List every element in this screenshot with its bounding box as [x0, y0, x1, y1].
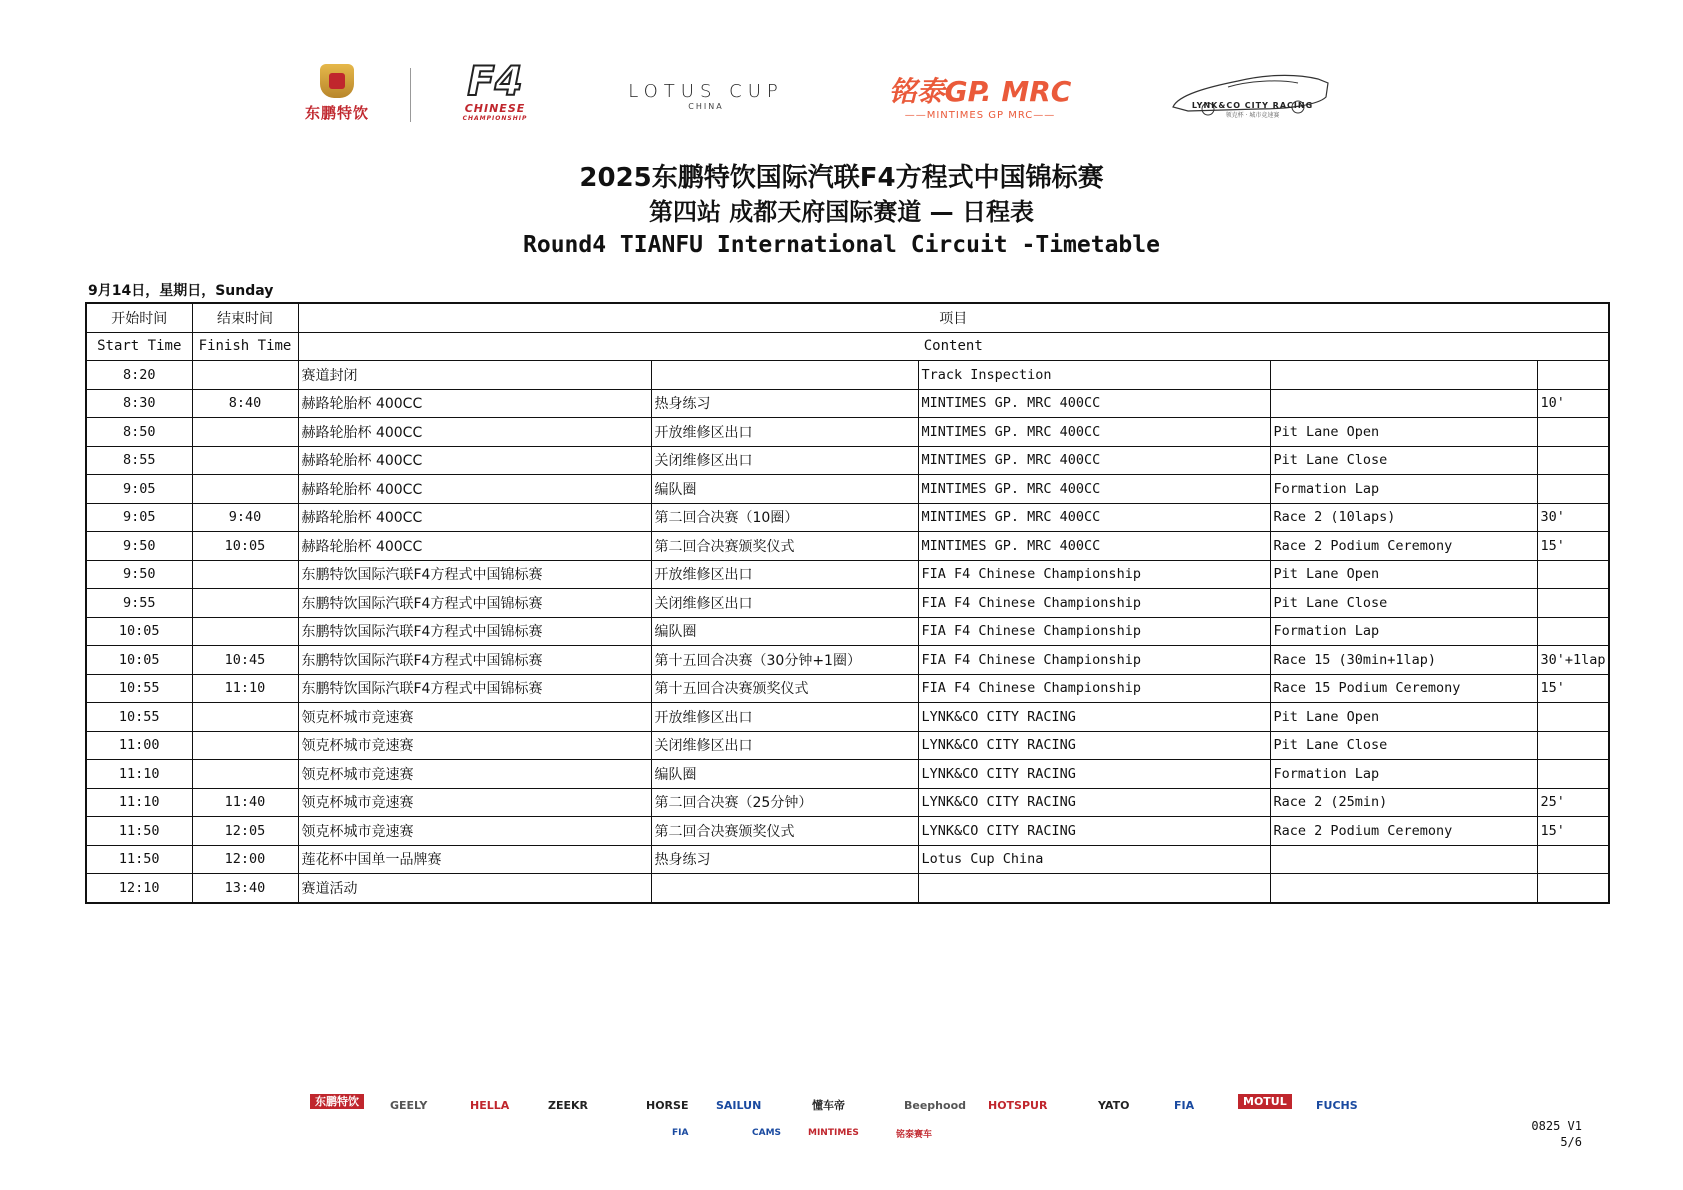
event-cn-cell: 开放维修区出口: [651, 703, 918, 732]
event-en-cell: Race 2 Podium Ceremony: [1270, 817, 1537, 846]
series-cn-cell: 赛道活动: [298, 874, 651, 903]
title-line-3: Round4 TIANFU International Circuit -Timetable: [523, 232, 1160, 258]
series-cn-cell: 赫路轮胎杯 400CC: [298, 503, 651, 532]
table-row: [86, 389, 1609, 418]
finish-time-cell: 9:40: [192, 503, 298, 532]
event-en-cell: Pit Lane Open: [1270, 703, 1537, 732]
series-cn-cell: 领克杯城市竞速赛: [298, 760, 651, 789]
event-en-cell: Formation Lap: [1270, 617, 1537, 646]
event-en-cell: Race 2 (25min): [1270, 788, 1537, 817]
start-time-cell: 8:50: [86, 418, 192, 447]
finish-time-cell: [192, 418, 298, 447]
finish-time-cell: [192, 560, 298, 589]
series-cn-cell: 领克杯城市竞速赛: [298, 731, 651, 760]
dongpeng-crest-icon: [320, 64, 354, 98]
event-en-cell: Race 2 (10laps): [1270, 503, 1537, 532]
event-cn-cell: 热身练习: [651, 389, 918, 418]
sponsor-logo: YATO: [1098, 1098, 1130, 1112]
f4-chinese-championship-logo: [440, 59, 550, 124]
series-en-cell: LYNK&CO CITY RACING: [918, 760, 1270, 789]
event-en-cell: [1270, 874, 1537, 903]
series-en-cell: Track Inspection: [918, 361, 1270, 390]
series-cn-cell: 领克杯城市竞速赛: [298, 817, 651, 846]
event-en-cell: [1270, 361, 1537, 390]
event-en-cell: Pit Lane Close: [1270, 731, 1537, 760]
series-cn-cell: 莲花杯中国单一品牌赛: [298, 845, 651, 874]
series-en-cell: LYNK&CO CITY RACING: [918, 817, 1270, 846]
duration-cell: [1537, 617, 1609, 646]
event-cn-cell: 热身练习: [651, 845, 918, 874]
event-en-cell: Pit Lane Open: [1270, 418, 1537, 447]
start-time-cell: 10:55: [86, 674, 192, 703]
sponsor-logo: HORSE: [646, 1098, 689, 1112]
finish-time-cell: [192, 446, 298, 475]
series-en-cell: FIA F4 Chinese Championship: [918, 589, 1270, 618]
series-cn-cell: 领克杯城市竞速赛: [298, 788, 651, 817]
sponsor-logo: FIA: [672, 1128, 689, 1138]
event-cn-cell: 关闭维修区出口: [651, 446, 918, 475]
document-version: 0825 V1: [1531, 1119, 1582, 1133]
event-cn-cell: 第二回合决赛颁奖仪式: [651, 817, 918, 846]
sponsor-logo: Beephood: [904, 1098, 966, 1112]
duration-cell: 15': [1537, 532, 1609, 561]
duration-cell: 15': [1537, 674, 1609, 703]
start-time-cell: 11:10: [86, 760, 192, 789]
duration-cell: [1537, 560, 1609, 589]
lotus-cup-logo: [616, 76, 796, 116]
series-en-cell: [918, 874, 1270, 903]
event-en-cell: Pit Lane Close: [1270, 446, 1537, 475]
series-cn-cell: 赫路轮胎杯 400CC: [298, 389, 651, 418]
event-cn-cell: 第十五回合决赛颁奖仪式: [651, 674, 918, 703]
duration-cell: 15': [1537, 817, 1609, 846]
header-start-en: Start Time: [86, 332, 192, 361]
f4-logo-small: CHAMPIONSHIP: [462, 115, 528, 122]
duration-cell: [1537, 475, 1609, 504]
table-row: [86, 731, 1609, 760]
series-cn-cell: 赫路轮胎杯 400CC: [298, 446, 651, 475]
table-row: [86, 418, 1609, 447]
event-cn-cell: 第十五回合决赛（30分钟+1圈）: [651, 646, 918, 675]
series-en-cell: LYNK&CO CITY RACING: [918, 703, 1270, 732]
finish-time-cell: 10:45: [192, 646, 298, 675]
start-time-cell: 9:05: [86, 475, 192, 504]
start-time-cell: 12:10: [86, 874, 192, 903]
finish-time-cell: [192, 589, 298, 618]
sponsor-logo: FIA: [1174, 1098, 1195, 1112]
start-time-cell: 11:50: [86, 845, 192, 874]
series-cn-cell: 东鹏特饮国际汽联F4方程式中国锦标赛: [298, 646, 651, 675]
table-row: [86, 646, 1609, 675]
event-cn-cell: 编队圈: [651, 617, 918, 646]
series-en-cell: FIA F4 Chinese Championship: [918, 646, 1270, 675]
document-title-block: [0, 160, 1683, 262]
series-en-cell: MINTIMES GP. MRC 400CC: [918, 389, 1270, 418]
series-cn-cell: 东鹏特饮国际汽联F4方程式中国锦标赛: [298, 589, 651, 618]
duration-cell: [1537, 589, 1609, 618]
f4-logo-subtitle: CHINESE: [464, 102, 526, 115]
table-row: [86, 703, 1609, 732]
series-en-cell: FIA F4 Chinese Championship: [918, 617, 1270, 646]
duration-cell: [1537, 418, 1609, 447]
sponsor-logos-row-1: [0, 1094, 1683, 1116]
finish-time-cell: [192, 703, 298, 732]
duration-cell: 25': [1537, 788, 1609, 817]
event-en-cell: [1270, 389, 1537, 418]
start-time-cell: 10:05: [86, 646, 192, 675]
event-en-cell: Race 2 Podium Ceremony: [1270, 532, 1537, 561]
sponsor-logo: GEELY: [390, 1098, 428, 1112]
duration-cell: [1537, 874, 1609, 903]
f4-logo-mark: F4: [467, 59, 523, 105]
finish-time-cell: [192, 760, 298, 789]
table-row: [86, 503, 1609, 532]
finish-time-cell: [192, 731, 298, 760]
lotus-cup-logo-sub: CHINA: [688, 102, 724, 111]
event-cn-cell: 第二回合决赛（25分钟）: [651, 788, 918, 817]
start-time-cell: 8:55: [86, 446, 192, 475]
series-en-cell: MINTIMES GP. MRC 400CC: [918, 532, 1270, 561]
finish-time-cell: 8:40: [192, 389, 298, 418]
sponsor-logo: SAILUN: [716, 1098, 762, 1112]
sponsor-logo: MOTUL: [1238, 1094, 1292, 1109]
start-time-cell: 10:05: [86, 617, 192, 646]
start-time-cell: 11:50: [86, 817, 192, 846]
series-cn-cell: 赫路轮胎杯 400CC: [298, 532, 651, 561]
series-en-cell: MINTIMES GP. MRC 400CC: [918, 446, 1270, 475]
header-row-en: [86, 332, 1609, 361]
mrc-logo-text: 铭泰GP. MRC: [888, 74, 1072, 108]
series-cn-cell: 东鹏特饮国际汽联F4方程式中国锦标赛: [298, 560, 651, 589]
event-cn-cell: [651, 874, 918, 903]
event-cn-cell: [651, 361, 918, 390]
header-start-cn: 开始时间: [86, 303, 192, 332]
start-time-cell: 8:30: [86, 389, 192, 418]
series-cn-cell: 东鹏特饮国际汽联F4方程式中国锦标赛: [298, 617, 651, 646]
start-time-cell: 9:05: [86, 503, 192, 532]
series-en-cell: MINTIMES GP. MRC 400CC: [918, 475, 1270, 504]
sponsor-logo: 铭泰赛车: [896, 1129, 933, 1140]
start-time-cell: 8:20: [86, 361, 192, 390]
finish-time-cell: [192, 475, 298, 504]
event-en-cell: Race 15 (30min+1lap): [1270, 646, 1537, 675]
event-cn-cell: 关闭维修区出口: [651, 731, 918, 760]
event-en-cell: [1270, 845, 1537, 874]
event-cn-cell: 开放维修区出口: [651, 560, 918, 589]
series-en-cell: MINTIMES GP. MRC 400CC: [918, 503, 1270, 532]
event-en-cell: Pit Lane Open: [1270, 560, 1537, 589]
finish-time-cell: 12:05: [192, 817, 298, 846]
duration-cell: [1537, 361, 1609, 390]
sponsor-logo: FUCHS: [1316, 1098, 1358, 1112]
start-time-cell: 9:50: [86, 560, 192, 589]
series-en-cell: MINTIMES GP. MRC 400CC: [918, 418, 1270, 447]
duration-cell: [1537, 446, 1609, 475]
event-en-cell: Formation Lap: [1270, 475, 1537, 504]
duration-cell: 30'+1lap: [1537, 646, 1609, 675]
duration-cell: 30': [1537, 503, 1609, 532]
finish-time-cell: 10:05: [192, 532, 298, 561]
lotus-cup-logo-text: LOTUS CUP: [628, 81, 784, 102]
lynkco-city-racing-logo: [1165, 62, 1340, 124]
duration-cell: [1537, 703, 1609, 732]
sponsor-logo: 东鹏特饮: [310, 1094, 364, 1109]
table-row: [86, 617, 1609, 646]
table-row: [86, 446, 1609, 475]
series-cn-cell: 东鹏特饮国际汽联F4方程式中国锦标赛: [298, 674, 651, 703]
mrc-logo-sub: ——MINTIMES GP MRC——: [904, 109, 1056, 121]
sponsor-logo: ZEEKR: [548, 1098, 588, 1112]
table-row: [86, 589, 1609, 618]
duration-cell: [1537, 760, 1609, 789]
series-cn-cell: 赫路轮胎杯 400CC: [298, 475, 651, 504]
sponsor-logos-row-2: [0, 1122, 1683, 1144]
table-row: [86, 760, 1609, 789]
start-time-cell: 11:10: [86, 788, 192, 817]
lynk-logo-text: LYNK&CO CITY RACING: [1191, 101, 1314, 110]
table-row: [86, 674, 1609, 703]
event-cn-cell: 编队圈: [651, 760, 918, 789]
mintimes-mrc-logo: [880, 70, 1080, 120]
table-row: [86, 874, 1609, 903]
header-finish-cn: 结束时间: [192, 303, 298, 332]
table-row: [86, 361, 1609, 390]
event-cn-cell: 第二回合决赛（10圈）: [651, 503, 918, 532]
sponsor-logo: HELLA: [470, 1098, 510, 1112]
series-cn-cell: 赫路轮胎杯 400CC: [298, 418, 651, 447]
table-row: [86, 475, 1609, 504]
finish-time-cell: 11:10: [192, 674, 298, 703]
series-cn-cell: 赛道封闭: [298, 361, 651, 390]
event-cn-cell: 第二回合决赛颁奖仪式: [651, 532, 918, 561]
series-en-cell: LYNK&CO CITY RACING: [918, 731, 1270, 760]
finish-time-cell: [192, 617, 298, 646]
header-content-en: Content: [298, 332, 1609, 361]
event-cn-cell: 开放维修区出口: [651, 418, 918, 447]
table-row: [86, 532, 1609, 561]
dongpeng-logo: [298, 62, 376, 124]
sponsor-logo: MINTIMES: [808, 1128, 859, 1138]
table-row: [86, 560, 1609, 589]
sponsor-logo: 懂车帝: [812, 1099, 845, 1112]
series-en-cell: Lotus Cup China: [918, 845, 1270, 874]
table-row: [86, 817, 1609, 846]
start-time-cell: 9:55: [86, 589, 192, 618]
header-content-cn: 项目: [298, 303, 1609, 332]
series-en-cell: FIA F4 Chinese Championship: [918, 560, 1270, 589]
event-en-cell: Race 15 Podium Ceremony: [1270, 674, 1537, 703]
duration-cell: 10': [1537, 389, 1609, 418]
duration-cell: [1537, 845, 1609, 874]
title-line-1: 2025东鹏特饮国际汽联F4方程式中国锦标赛: [579, 163, 1104, 193]
header-logos: [0, 59, 1683, 132]
event-cn-cell: 关闭维修区出口: [651, 589, 918, 618]
finish-time-cell: 12:00: [192, 845, 298, 874]
table-row: [86, 788, 1609, 817]
series-en-cell: FIA F4 Chinese Championship: [918, 674, 1270, 703]
sponsor-logo: CAMS: [752, 1128, 782, 1138]
sponsor-logo: HOTSPUR: [988, 1098, 1048, 1112]
finish-time-cell: 11:40: [192, 788, 298, 817]
start-time-cell: 11:00: [86, 731, 192, 760]
header-row-cn: [86, 303, 1609, 332]
event-en-cell: Formation Lap: [1270, 760, 1537, 789]
title-line-2: 第四站 成都天府国际赛道 — 日程表: [648, 198, 1035, 226]
finish-time-cell: [192, 361, 298, 390]
table-row: [86, 845, 1609, 874]
schedule-date: 9月14日，星期日，Sunday: [88, 283, 274, 299]
series-en-cell: LYNK&CO CITY RACING: [918, 788, 1270, 817]
duration-cell: [1537, 731, 1609, 760]
header-finish-en: Finish Time: [192, 332, 298, 361]
finish-time-cell: 13:40: [192, 874, 298, 903]
dongpeng-logo-text: 东鹏特饮: [304, 103, 369, 122]
start-time-cell: 10:55: [86, 703, 192, 732]
logo-divider: [410, 68, 411, 122]
lynk-logo-sub: 领克杯 · 城市竞速赛: [1225, 112, 1280, 119]
timetable: [85, 302, 1610, 904]
event-en-cell: Pit Lane Close: [1270, 589, 1537, 618]
footer-info: [1531, 1118, 1582, 1150]
start-time-cell: 9:50: [86, 532, 192, 561]
event-cn-cell: 编队圈: [651, 475, 918, 504]
series-cn-cell: 领克杯城市竞速赛: [298, 703, 651, 732]
page-number: 5/6: [1560, 1135, 1582, 1149]
